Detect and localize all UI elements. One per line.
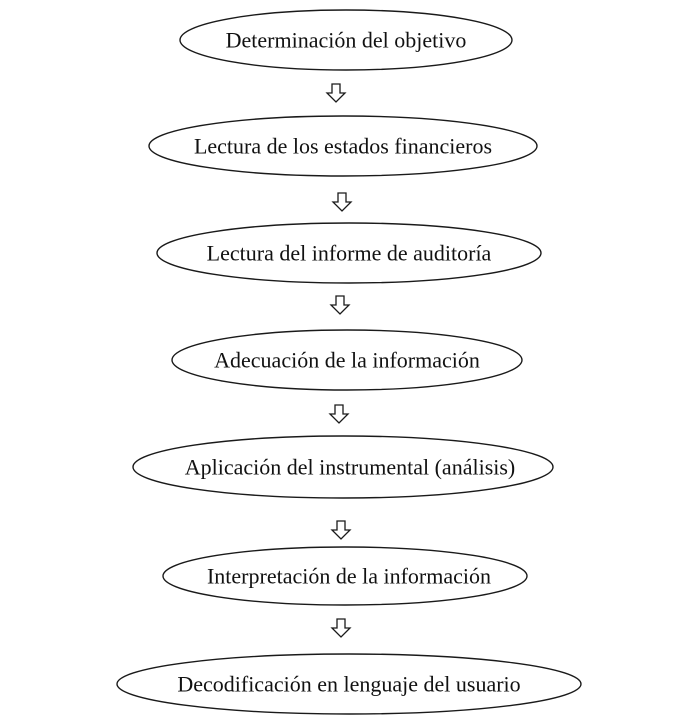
step-label: Decodificación en lenguaje del usuario: [177, 671, 521, 697]
flowchart-step-objective: [180, 10, 512, 70]
flowchart-step-information-adequacy: [172, 330, 522, 390]
step-label: Adecuación de la información: [214, 347, 480, 373]
step-label: Lectura de los estados financieros: [193, 133, 493, 159]
down-arrow-icon: [330, 405, 348, 423]
down-arrow-icon: [332, 619, 350, 637]
flowchart-step-instrumental-application: [133, 436, 553, 498]
down-arrow-icon: [327, 84, 345, 102]
down-arrow-icon: [332, 521, 350, 539]
step-label: Determinación del objetivo: [225, 27, 467, 53]
down-arrow-icon: [331, 296, 349, 314]
step-label: Lectura del informe de auditoría: [206, 240, 492, 266]
flowchart-step-financial-statements: [149, 116, 537, 176]
flowchart-step-audit-report: [157, 223, 541, 283]
flowchart-step-interpretation: [163, 547, 527, 605]
flowchart-step-user-language-decoding: [117, 654, 581, 714]
down-arrow-icon: [333, 193, 351, 211]
step-label: Interpretación de la información: [206, 563, 492, 589]
step-label: Aplicación del instrumental (análisis): [184, 454, 516, 480]
